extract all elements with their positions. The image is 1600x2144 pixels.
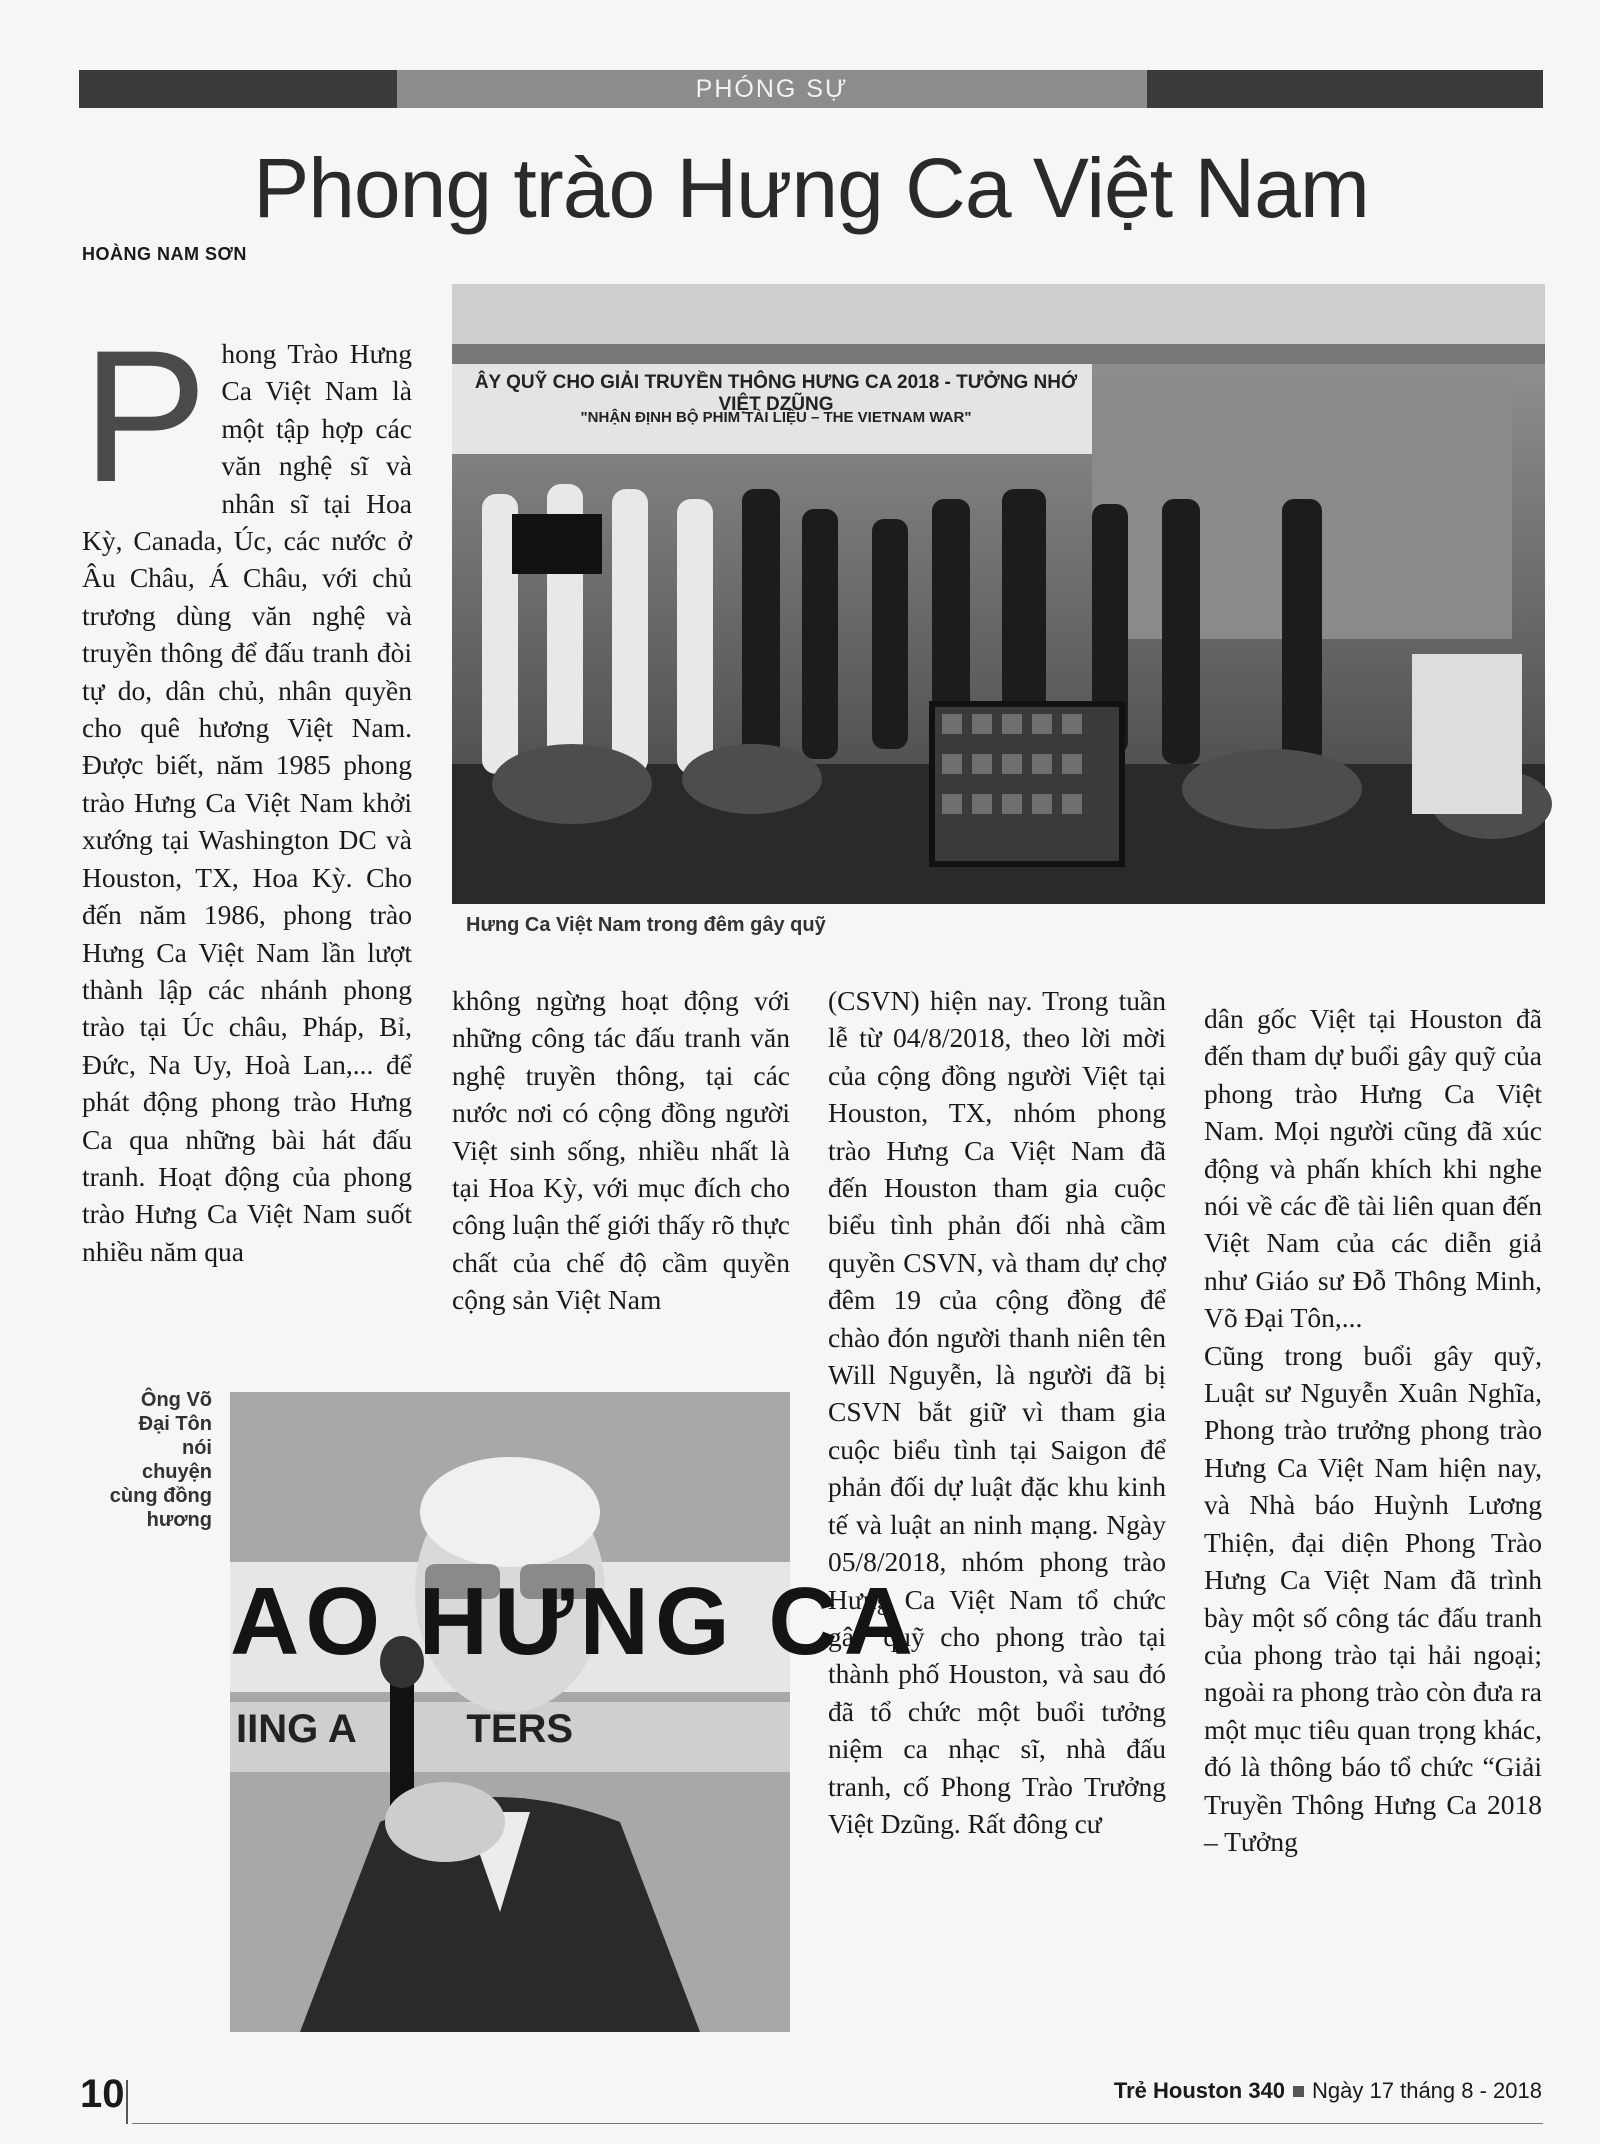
section-label: PHÓNG SỰ	[397, 70, 1147, 108]
column-3-text: (CSVN) hiện nay. Trong tuần lễ từ 04/8/2018, theo lời mời của cộng đồng người Việt tại Houston, TX, nhóm phong trào Hưng Ca Việt Nam đã đến Houston tham gia cuộc biểu tình phản đối nhà cầm quyền CSVN, và tham dự chợ đêm 19 của cộng đồng để chào đón người thanh niên tên Will Nguyễn, là người đã bị CSVN bắt giữ vì tham gia cuộc biểu tình tại Saigon để phản đối dự luật đặc khu kinh tế và luật an ninh mạng. Ngày 05/8/2018, nhóm phong trào Hưng Ca Việt Nam tổ chức gây quỹ cho phong trào tại thành phố Houston, và sau đó đã tổ chức một buổi tưởng niệm ca nhạc sĩ, nhà đấu tranh, cố Phong Trào Trưởng Việt Dzũng. Rất đông cư	[828, 985, 1166, 1839]
photo-caption-1: Hưng Ca Việt Nam trong đêm gây quỹ	[466, 914, 826, 936]
photo-backdrop-text: AO HƯNG CA	[230, 1568, 919, 1675]
column-4-paragraph-2: Cũng trong buổi gây quỹ, Luật sư Nguyễn Xuân Nghĩa, Phong trào trưởng phong trào Hưng Ca Việt Nam hiện nay, và Nhà báo Huỳnh Lương Thiện, đại diện Phong Trào Hưng Ca Việt Nam đã trình bày một số công tác đấu tranh của phong trào tại hải ngoại; ngoài ra phong trào còn đưa ra một mục tiêu quan trọng khác, đó là thông báo tổ chức “Giải Truyền Thông Hưng Ca 2018 – Tưởng	[1204, 1339, 1542, 1857]
issue-date: Ngày 17 tháng 8 - 2018	[1312, 2078, 1542, 2103]
footer-rule	[132, 2123, 1543, 2124]
column-4-paragraph-1: dân gốc Việt tại Houston đã đến tham dự buổi gây quỹ của phong trào Hưng Ca Việt Nam. Mọi người cũng đã xúc động và phấn khích khi nghe nói về các đề tài liên quan đến Việt Nam của các diễn giả như Giáo sư Đỗ Thông Minh, Võ Đại Tôn,...	[1204, 1003, 1542, 1334]
photo-speaker	[230, 1392, 919, 2032]
column-1-text: hong Trào Hưng Ca Việt Nam là một tập hợp các văn nghệ sĩ và nhân sĩ tại Hoa Kỳ, Canada, Úc, các nước ở Âu Châu, Á Châu, với chủ trương dùng văn nghệ và truyền thông để đấu tranh đòi tự do, dân chủ, nhân quyền cho quê hương Việt Nam. Được biết, năm 1985 phong trào Hưng Ca Việt Nam khởi xướng tại Washington DC và Houston, TX, Hoa Kỳ. Cho đến năm 1986, phong trào Hưng Ca Việt Nam lần lượt thành lập các nhánh phong trào tại Úc châu, Pháp, Bỉ, Đức, Na Uy, Hoà Lan,... để phát động phong trào Hưng Ca qua những bài hát đấu tranh. Hoạt động của phong trào Hưng Ca Việt Nam suốt nhiều năm qua	[82, 338, 412, 1267]
column-1	[82, 311, 412, 1270]
footer-divider	[126, 2080, 128, 2124]
column-4	[1204, 1000, 1542, 1860]
footer-info	[1114, 2078, 1542, 2104]
photo-backdrop-subtext: IING A TERS	[236, 1707, 574, 1751]
page-number: 10	[80, 2072, 125, 2116]
column-2	[452, 982, 790, 1319]
photo-banner-line1: ÂY QUỸ CHO GIẢI TRUYỀN THÔNG HƯNG CA 2018 - TƯỞNG NHỚ VIỆT DZŨNG	[474, 372, 1078, 415]
section-bar	[79, 70, 1543, 108]
headline: Phong trào Hưng Ca Việt Nam	[253, 141, 1369, 235]
byline: HOÀNG NAM SƠN	[82, 244, 247, 264]
column-3	[828, 982, 1166, 1842]
drop-cap: P	[82, 311, 208, 521]
magazine-name: Trẻ Houston 340	[1113, 2078, 1286, 2103]
column-2-text: không ngừng hoạt động với những công tác đấu tranh văn nghệ truyền thông, tại các nước nơi có cộng đồng người Việt sinh sống, nhiều nhất là tại Hoa Kỳ, với mục đích cho công luận thế giới thấy rõ thực chất của chế độ cầm quyền cộng sản Việt Nam	[452, 985, 790, 1316]
photo-fundraiser-stage	[452, 284, 1545, 904]
photo-banner-line2: "NHẬN ĐỊNH BỘ PHIM TÀI LIỆU – THE VIETNAM WAR"	[580, 409, 972, 426]
square-bullet-icon	[1293, 2086, 1304, 2097]
photo-caption-2: Ông Võ Đại Tôn nói chuyện cùng đồng hương	[109, 1389, 212, 1531]
